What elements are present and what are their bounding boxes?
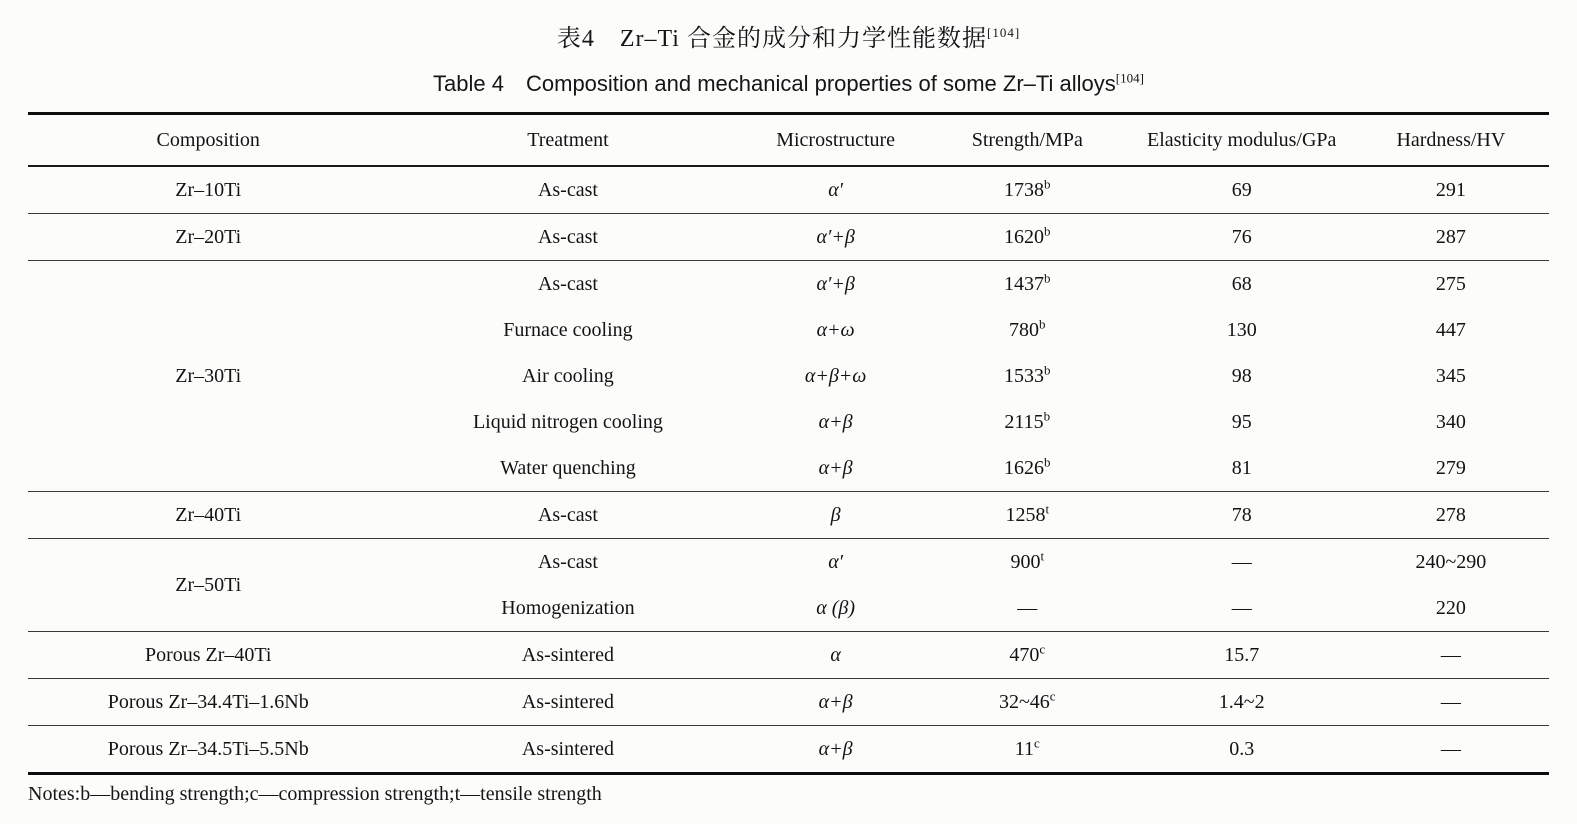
cell-hardness: 340 bbox=[1435, 410, 1466, 433]
column-header-3: Strength/MPa bbox=[924, 114, 1131, 167]
cell-modulus: 68 bbox=[1231, 272, 1252, 295]
strength-superscript: b bbox=[1044, 361, 1051, 377]
cell-microstructure: α′ bbox=[747, 166, 923, 214]
cell-modulus: 95 bbox=[1231, 410, 1252, 433]
cell-microstructure: α (β) bbox=[747, 585, 923, 632]
column-header-0: Composition bbox=[28, 114, 388, 167]
cell-composition: Zr–50Ti bbox=[28, 539, 388, 632]
table-row bbox=[28, 214, 1549, 261]
cell-hardness: 220 bbox=[1353, 585, 1549, 632]
cell-treatment: As-sintered bbox=[388, 632, 747, 679]
table-row bbox=[28, 166, 1549, 214]
cell-treatment: As-cast bbox=[537, 550, 598, 573]
cell-hardness: — bbox=[1353, 632, 1549, 679]
data-table bbox=[28, 112, 1549, 775]
cell-modulus: 0.3 bbox=[1131, 726, 1353, 774]
cell-modulus: — bbox=[1231, 550, 1252, 573]
cell-modulus: 78 bbox=[1131, 492, 1353, 539]
cell-modulus: 15.7 bbox=[1131, 632, 1353, 679]
table-title-chinese bbox=[28, 18, 1549, 53]
strength-superscript: c bbox=[1034, 734, 1040, 750]
column-header-2: Microstructure bbox=[747, 114, 923, 167]
cell-composition: Porous Zr–40Ti bbox=[28, 632, 388, 679]
cell-composition: Porous Zr–34.4Ti–1.6Nb bbox=[28, 679, 388, 726]
strength-superscript: b bbox=[1044, 222, 1051, 238]
strength-superscript: b bbox=[1043, 407, 1051, 423]
table-row bbox=[28, 679, 1549, 726]
cell-microstructure: α′+β bbox=[816, 272, 855, 295]
table-header bbox=[28, 114, 1549, 167]
cell-hardness: 287 bbox=[1353, 214, 1549, 261]
cell-treatment: Liquid nitrogen cooling bbox=[472, 410, 663, 433]
cell-modulus: 98 bbox=[1231, 364, 1252, 387]
cell-treatment: Water quenching bbox=[388, 445, 747, 492]
cell-hardness: 279 bbox=[1353, 445, 1549, 492]
strength-superscript: b bbox=[1044, 453, 1051, 469]
cell-strength: 11$^c$ bbox=[924, 726, 1131, 774]
cell-microstructure: α′ bbox=[828, 550, 844, 573]
column-header-5: Hardness/HV bbox=[1353, 114, 1549, 167]
cell-modulus: 130 bbox=[1226, 318, 1257, 341]
cell-strength: 470$^c$ bbox=[924, 632, 1131, 679]
cell-composition: Porous Zr–34.5Ti–5.5Nb bbox=[28, 726, 388, 774]
table-header-row bbox=[28, 114, 1549, 167]
cell-treatment: Air cooling bbox=[522, 364, 614, 387]
citation-ref-zh: [104] bbox=[986, 25, 1021, 40]
cell-microstructure: α+ω bbox=[816, 318, 855, 341]
strength-superscript: c bbox=[1039, 640, 1046, 656]
cell-microstructure: α+β bbox=[818, 410, 853, 433]
cell-modulus: 81 bbox=[1131, 445, 1353, 492]
cell-hardness: 240~290 bbox=[1415, 550, 1487, 573]
cell-composition: Zr–30Ti bbox=[28, 261, 388, 492]
table-row bbox=[28, 492, 1549, 539]
cell-strength: 1533$^b$ bbox=[1004, 361, 1051, 387]
cell-hardness: — bbox=[1353, 679, 1549, 726]
cell-composition: Zr–40Ti bbox=[28, 492, 388, 539]
table-row bbox=[28, 261, 1549, 308]
cell-hardness: 291 bbox=[1353, 166, 1549, 214]
strength-superscript: c bbox=[1049, 687, 1056, 703]
cell-strength: 2115$^b$ bbox=[1004, 407, 1051, 433]
cell-treatment: As-sintered bbox=[388, 679, 747, 726]
table-row bbox=[28, 632, 1549, 679]
cell-strength: 1620$^b$ bbox=[924, 214, 1131, 261]
cell-strength: 1437$^b$ bbox=[1004, 269, 1051, 295]
cell-microstructure: α+β+ω bbox=[804, 364, 867, 387]
strength-superscript: t bbox=[1045, 500, 1050, 516]
cell-microstructure: β bbox=[747, 492, 923, 539]
table-title-english bbox=[28, 67, 1549, 98]
table-notes: Notes:b—bending strength;c—compression strength;t—tensile strength bbox=[28, 783, 602, 805]
strength-superscript: b bbox=[1044, 175, 1051, 191]
cell-strength: — bbox=[924, 585, 1131, 632]
column-header-1: Treatment bbox=[388, 114, 747, 167]
column-header-4: Elasticity modulus/GPa bbox=[1131, 114, 1353, 167]
cell-treatment: As-cast bbox=[388, 214, 747, 261]
cell-composition: Zr–20Ti bbox=[28, 214, 388, 261]
cell-microstructure: α bbox=[747, 632, 923, 679]
cell-modulus: 69 bbox=[1131, 166, 1353, 214]
cell-hardness: 278 bbox=[1353, 492, 1549, 539]
cell-microstructure: α+β bbox=[747, 679, 923, 726]
cell-strength: 32~46$^c$ bbox=[924, 679, 1131, 726]
cell-microstructure: α′+β bbox=[747, 214, 923, 261]
cell-hardness: 275 bbox=[1435, 272, 1466, 295]
strength-superscript: b bbox=[1044, 269, 1051, 285]
cell-treatment: As-cast bbox=[388, 166, 747, 214]
cell-hardness: 345 bbox=[1435, 364, 1466, 387]
cell-modulus: 76 bbox=[1131, 214, 1353, 261]
table-title-chinese-text: 表4 Zr–Ti 合金的成分和力学性能数据 bbox=[556, 26, 987, 52]
citation-ref-en: [104] bbox=[1115, 70, 1144, 86]
cell-strength: 780$^b$ bbox=[1009, 315, 1046, 341]
cell-hardness: 447 bbox=[1435, 318, 1466, 341]
table-row bbox=[28, 539, 1549, 586]
cell-treatment: Homogenization bbox=[388, 585, 747, 632]
cell-treatment: As-cast bbox=[537, 272, 598, 295]
table-title-english-text: Table 4 Composition and mechanical properties of some Zr–Ti alloys bbox=[433, 71, 1116, 96]
table-row bbox=[28, 726, 1549, 774]
cell-modulus: 1.4~2 bbox=[1131, 679, 1353, 726]
cell-strength: 900$^t$ bbox=[1010, 547, 1045, 573]
cell-microstructure: α+β bbox=[747, 445, 923, 492]
cell-treatment: As-sintered bbox=[388, 726, 747, 774]
cell-strength: 1258$^t$ bbox=[924, 492, 1131, 539]
cell-composition: Zr–10Ti bbox=[28, 166, 388, 214]
cell-treatment: Furnace cooling bbox=[503, 318, 633, 341]
cell-strength: 1738$^b$ bbox=[924, 166, 1131, 214]
cell-microstructure: α+β bbox=[747, 726, 923, 774]
strength-superscript: b bbox=[1039, 315, 1046, 331]
cell-modulus: — bbox=[1131, 585, 1353, 632]
cell-hardness: — bbox=[1353, 726, 1549, 774]
cell-strength: 1626$^b$ bbox=[924, 445, 1131, 492]
table-body bbox=[28, 166, 1549, 774]
cell-treatment: As-cast bbox=[388, 492, 747, 539]
strength-superscript: t bbox=[1040, 547, 1045, 563]
